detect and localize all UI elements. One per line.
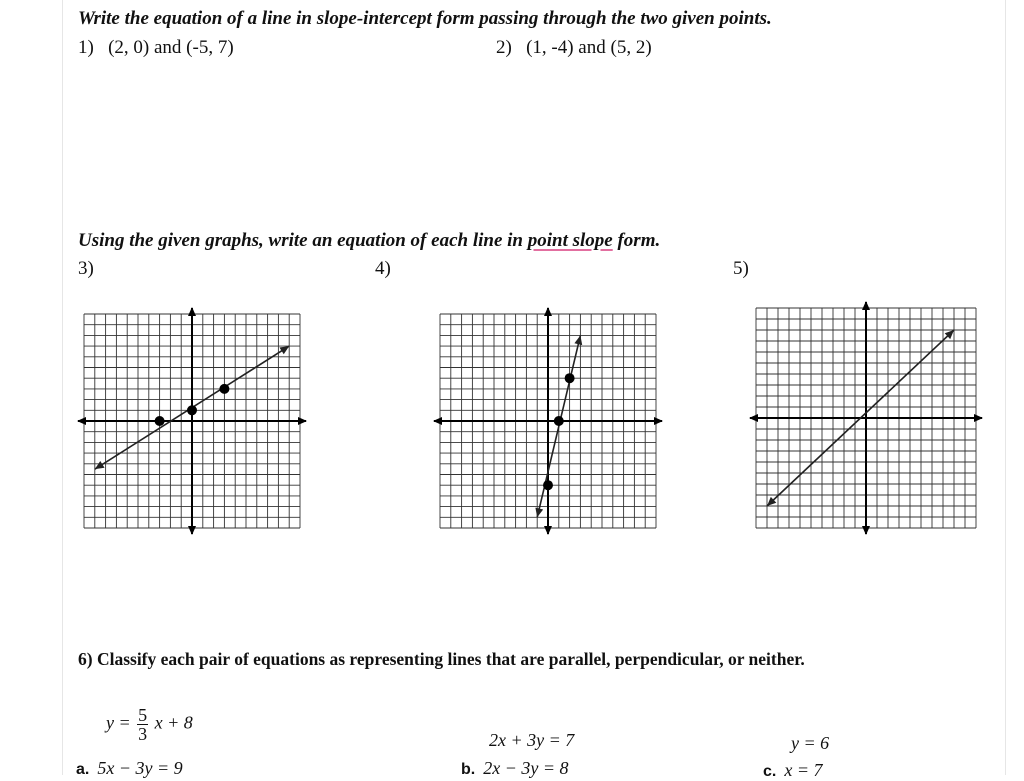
plotted-point bbox=[543, 480, 553, 490]
line-arrow-end bbox=[279, 346, 289, 354]
graph-label-3: 3) bbox=[78, 258, 94, 279]
x-axis-arrow-right bbox=[654, 417, 663, 425]
fraction-denominator: 3 bbox=[138, 724, 148, 744]
plotted-point bbox=[219, 384, 229, 394]
section2-instruction-end: form. bbox=[612, 230, 661, 251]
x-axis-arrow-right bbox=[298, 417, 307, 425]
fraction-numerator: 5 bbox=[138, 705, 148, 725]
graph-5 bbox=[748, 300, 984, 536]
pair-c-label: c. bbox=[763, 763, 777, 780]
plotted-point bbox=[554, 416, 564, 426]
y-axis-arrow-up bbox=[544, 307, 552, 316]
line-arrow-start bbox=[535, 508, 543, 518]
pair-a-eq2-text: 5x − 3y = 9 bbox=[97, 758, 183, 778]
pair-b-eq1: 2x + 3y = 7 bbox=[489, 730, 575, 750]
pair-b-eq2-text: 2x − 3y = 8 bbox=[483, 758, 569, 778]
x-axis-arrow-left bbox=[77, 417, 86, 425]
pair-a-label: a. bbox=[76, 761, 90, 778]
fraction bbox=[137, 706, 148, 743]
problem-2-text: (1, -4) and (5, 2) bbox=[526, 37, 652, 58]
pair-c-eq1: y = 6 bbox=[791, 733, 830, 753]
problem-1 bbox=[78, 37, 234, 59]
plotted-point bbox=[187, 405, 197, 415]
y-axis-arrow-up bbox=[188, 307, 196, 316]
section3-instruction: 6) Classify each pair of equations as representing lines that are parallel, perpendicular, or neither. bbox=[78, 649, 805, 669]
y-axis-arrow-down bbox=[544, 526, 552, 535]
problem-1-number: 1) bbox=[78, 37, 94, 58]
pair-a-eq1-rest: x + 8 bbox=[154, 712, 193, 733]
plotted-point bbox=[155, 416, 165, 426]
problem-2 bbox=[496, 37, 652, 59]
x-axis-arrow-left bbox=[749, 414, 758, 422]
x-axis-arrow-right bbox=[974, 414, 983, 422]
graph-label-4: 4) bbox=[375, 258, 391, 279]
pair-c-eq2-text: x = 7 bbox=[784, 760, 823, 780]
point-slope-spellcheck: point slope bbox=[527, 230, 613, 251]
section1-instruction: Write the equation of a line in slope-intercept form passing through the two given points. bbox=[78, 8, 772, 29]
line-arrow-end bbox=[574, 335, 582, 345]
y-axis-arrow-up bbox=[862, 301, 870, 310]
pair-a-eq1 bbox=[106, 706, 193, 743]
section2-instruction bbox=[78, 230, 660, 252]
section2-instruction-start: Using the given graphs, write an equation of each line in bbox=[78, 230, 528, 251]
pair-c-eq2 bbox=[763, 760, 822, 781]
graph-label-5: 5) bbox=[733, 258, 749, 279]
pair-b-eq2 bbox=[461, 758, 569, 779]
problem-1-text: (2, 0) and (-5, 7) bbox=[108, 37, 234, 58]
line-arrow-start bbox=[95, 461, 105, 469]
pair-a-eq1-lhs: y = bbox=[106, 712, 131, 733]
pair-a-eq2 bbox=[76, 758, 183, 779]
graph-3 bbox=[76, 306, 308, 536]
problem-2-number: 2) bbox=[496, 37, 512, 58]
pair-b-label: b. bbox=[461, 761, 476, 778]
y-axis-arrow-down bbox=[862, 526, 870, 535]
x-axis-arrow-left bbox=[433, 417, 442, 425]
plotted-point bbox=[565, 373, 575, 383]
y-axis-arrow-down bbox=[188, 526, 196, 535]
graph-4 bbox=[432, 306, 664, 536]
